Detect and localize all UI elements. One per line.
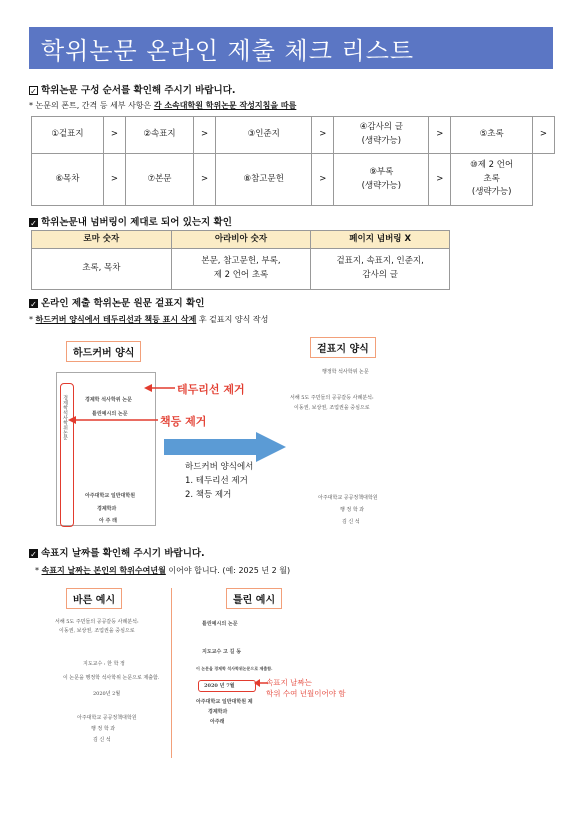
bad-line3: 이 논문을 경제학 석사학위논문으로 제출함. bbox=[196, 666, 273, 671]
bad-example-label: 틀린 예시 bbox=[226, 588, 282, 609]
checkbox-icon: ✓ bbox=[30, 219, 37, 228]
section2-heading bbox=[29, 214, 232, 228]
date-annotation: 속표지 날짜는 학위 수여 년월이어야 함 bbox=[266, 678, 346, 698]
big-arrow-icon bbox=[164, 432, 288, 462]
good-example-thumbnail bbox=[55, 612, 167, 752]
title-banner bbox=[29, 27, 553, 69]
arrow-icon: > bbox=[103, 154, 125, 206]
order-cell: ①겉표지 bbox=[32, 117, 104, 154]
page-title: 학위논문 온라인 제출 체크 리스트 bbox=[41, 37, 415, 65]
section1-note-bold: 각 소속대학원 학위논문 작성지침을 따름 bbox=[153, 101, 297, 110]
bad-date: 2020 년 7월 bbox=[204, 683, 235, 689]
order-cell: ⑤초록 bbox=[451, 117, 533, 154]
section1-heading bbox=[29, 82, 236, 96]
section3-note bbox=[29, 314, 268, 325]
cov-line2: 서해 5도 주민들의 공공갈등 사례분석: bbox=[290, 395, 374, 401]
cov-line3: 이동권, 보상권, 조업권을 중심으로 bbox=[294, 405, 370, 411]
hard-line2: 틀린예시의 논문 bbox=[92, 411, 128, 417]
arrow-icon: > bbox=[429, 154, 451, 206]
arrow-icon: > bbox=[532, 117, 554, 154]
cov-foot3: 김 신 석 bbox=[342, 519, 360, 525]
good-line1: 서해 5도 주민들의 공공갈등 사례분석: bbox=[55, 619, 139, 625]
section3-note-prefix: * bbox=[29, 315, 33, 324]
good-line8: 김 신 석 bbox=[93, 737, 111, 743]
border-arrow-head bbox=[144, 384, 152, 392]
section1-heading-text: 학위논문 구성 순서를 확인해 주시기 바랍니다. bbox=[41, 85, 236, 96]
order-cell: ③인준지 bbox=[216, 117, 312, 154]
hard-spine-text: 경제학석사학위논문 bbox=[62, 395, 68, 440]
bad-line4: 아주대학교 일반대학원 제 bbox=[196, 699, 253, 705]
numbering-cell: 본문, 참고문헌, 부록, 제 2 언어 초록 bbox=[171, 249, 311, 290]
numbering-header: 페이지 넘버링 X bbox=[311, 231, 450, 249]
numbering-cell: 겉표지, 속표지, 인준지, 감사의 글 bbox=[311, 249, 450, 290]
section3-note-suffix: 후 겉표지 양식 작성 bbox=[198, 315, 269, 324]
section4-note bbox=[35, 565, 290, 576]
divider bbox=[171, 588, 172, 758]
arrow-icon: > bbox=[194, 117, 216, 154]
hard-line1: 경제학 석사학위 논문 bbox=[85, 397, 132, 403]
arrow-icon: > bbox=[103, 117, 125, 154]
section4-note-suffix: 이어야 합니다. (예: 2025 년 2 월) bbox=[168, 566, 291, 575]
step-1: 1. 테두리선 제거 bbox=[185, 476, 248, 486]
hard-foot1: 아주대학교 일반대학원 bbox=[85, 493, 136, 499]
numbering-header: 아라비아 숫자 bbox=[171, 231, 311, 249]
checkbox-icon: ✓ bbox=[30, 300, 37, 309]
order-cell: ⑥목차 bbox=[32, 154, 104, 206]
numbering-header: 로마 숫자 bbox=[32, 231, 172, 249]
good-line7: 행 정 학 과 bbox=[91, 726, 116, 732]
hardcover-label: 하드커버 양식 bbox=[66, 341, 141, 362]
good-line4: 이 논문을 행정학 석사학위 논문으로 제출함. bbox=[63, 675, 160, 681]
numbering-cell: 초록, 목차 bbox=[32, 249, 172, 290]
section1-note-prefix: * 논문의 폰트, 간격 등 세부 사항은 bbox=[29, 101, 152, 110]
step-2: 2. 책등 제거 bbox=[185, 490, 232, 500]
hard-foot2: 경제학과 bbox=[97, 506, 117, 512]
section2-heading-text: 학위논문내 넘버링이 제대로 되어 있는지 확인 bbox=[41, 217, 232, 228]
hard-foot3: 아 주 래 bbox=[99, 518, 117, 524]
arrow-icon: > bbox=[194, 154, 216, 206]
bad-line5: 경제학과 bbox=[208, 709, 228, 715]
order-cell: ⑩제 2 언어 초록 (생략가능) bbox=[451, 154, 533, 206]
section3-heading-text: 온라인 제출 학위논문 원문 겉표지 확인 bbox=[41, 298, 205, 309]
border-remove-annotation: 테두리선 제거 bbox=[177, 383, 245, 396]
order-cell: ⑧참고문헌 bbox=[216, 154, 312, 206]
section3-note-bold: 하드커버 양식에서 테두리선과 책등 표시 삭제 bbox=[35, 315, 197, 324]
section3-heading bbox=[29, 295, 204, 309]
arrow-icon: > bbox=[429, 117, 451, 154]
section4-note-prefix: * bbox=[35, 566, 39, 575]
cover-label: 겉표지 양식 bbox=[310, 337, 376, 358]
steps-title: 하드커버 양식에서 bbox=[185, 462, 254, 472]
good-line3: 지도교수 : 한 학 정 bbox=[83, 661, 125, 667]
bad-line2: 지도교수 고 길 동 bbox=[202, 649, 242, 655]
good-date: 2020년 2월 bbox=[93, 691, 121, 697]
cover-form-thumbnail bbox=[290, 360, 410, 525]
arrow-icon: > bbox=[312, 117, 334, 154]
arrow-icon: > bbox=[312, 154, 334, 206]
numbering-table bbox=[31, 230, 450, 290]
good-example-label: 바른 예시 bbox=[66, 588, 122, 609]
spine-arrow-head bbox=[68, 416, 76, 424]
section4-heading bbox=[29, 545, 205, 559]
section4-heading-text: 속표지 날짜를 확인해 주시기 바랍니다. bbox=[41, 548, 205, 559]
order-cell: ⑨부록 (생략가능) bbox=[334, 154, 429, 206]
order-cell: ②속표지 bbox=[125, 117, 193, 154]
order-cell: ④감사의 글 (생략가능) bbox=[334, 117, 429, 154]
order-table bbox=[31, 116, 555, 206]
bad-line1: 틀린예시의 논문 bbox=[202, 621, 238, 627]
cov-foot2: 행 정 학 과 bbox=[340, 507, 365, 513]
spine-remove-annotation: 책등 제거 bbox=[160, 415, 207, 428]
order-cell: ⑦본문 bbox=[125, 154, 193, 206]
section4-note-bold: 속표지 날짜는 본인의 학위수여년월 bbox=[41, 566, 166, 575]
section1-note bbox=[29, 100, 296, 111]
bad-line6: 아주래 bbox=[210, 719, 225, 725]
steps-box bbox=[185, 460, 253, 502]
cov-line1: 행정학 석사학위 논문 bbox=[322, 369, 369, 375]
checkbox-icon: ✓ bbox=[30, 87, 37, 96]
good-line2: 이동권, 보상권, 조업권을 중심으로 bbox=[59, 628, 135, 634]
cov-foot1: 아주대학교 공공정책대학원 bbox=[318, 495, 378, 501]
good-line6: 아주대학교 공공정책대학원 bbox=[77, 715, 137, 721]
checkbox-icon: ✓ bbox=[30, 550, 37, 559]
